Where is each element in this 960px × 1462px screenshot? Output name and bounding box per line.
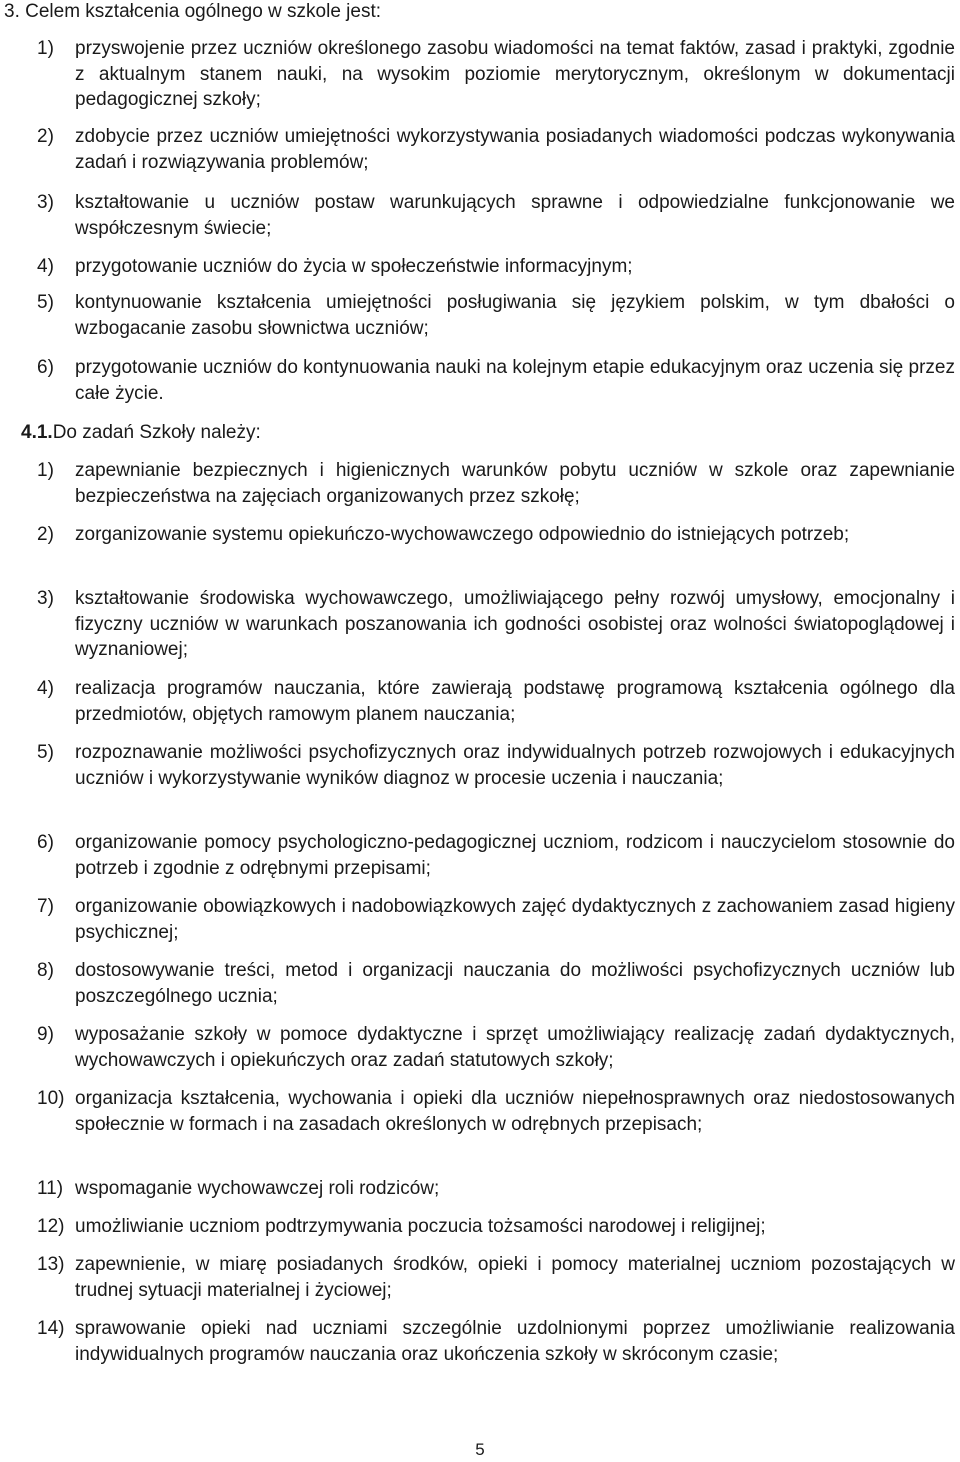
task-item-6	[37, 830, 955, 881]
task-item-8	[37, 958, 955, 1009]
task-text: umożliwianie uczniom podtrzymywania poczucia tożsamości narodowej i religijnej;	[75, 1216, 766, 1237]
goal-text: przyswojenie przez uczniów określonego zasobu wiadomości na temat faktów, zasad i praktyki, zgodnie z aktualnym stanem nauki, na wysokim poziomie merytorycznym, określonym w dokumentacji pedagogicznej szkoły;	[75, 38, 955, 110]
task-number: 8)	[37, 960, 54, 981]
task-text: zapewnienie, w miarę posiadanych środków, opieki i pomocy materialnej uczniom pozostających w trudnej sytuacji materialnej i życiowej;	[75, 1254, 955, 1301]
task-text: rozpoznawanie możliwości psychofizycznych oraz indywidualnych potrzeb rozwojowych i edukacyjnych uczniów i wykorzystywanie wyników diagnoz w procesie uczenia i nauczania;	[75, 742, 955, 789]
goal-number: 3)	[37, 192, 54, 213]
task-text: sprawowanie opieki nad uczniami szczególnie uzdolnionymi poprzez umożliwianie realizowania indywidualnych programów nauczania oraz ukończenia szkoły w skróconym czasie;	[75, 1318, 955, 1365]
task-item-7	[37, 894, 955, 945]
goal-text: przygotowanie uczniów do życia w społeczeństwie informacyjnym;	[75, 256, 633, 277]
task-number: 13)	[37, 1254, 65, 1275]
task-text: kształtowanie środowiska wychowawczego, umożliwiającego pełny rozwój umysłowy, emocjonalny i fizyczny uczniów w warunkach poszanowania ich godności osobistej oraz wolności światopoglądowej i wyznaniowej;	[75, 588, 955, 660]
task-number: 14)	[37, 1318, 65, 1339]
page-number: 5	[475, 1440, 485, 1459]
task-number: 4)	[37, 678, 54, 699]
task-item-1	[37, 458, 955, 509]
task-number: 9)	[37, 1024, 54, 1045]
task-item-9	[37, 1022, 955, 1073]
task-text: zorganizowanie systemu opiekuńczo-wychowawczego odpowiednio do istniejących potrzeb;	[75, 524, 850, 545]
task-number: 7)	[37, 896, 54, 917]
goal-text: przygotowanie uczniów do kontynuowania nauki na kolejnym etapie edukacyjnym oraz uczenia się przez całe życie.	[75, 357, 955, 404]
task-number: 12)	[37, 1216, 65, 1237]
task-text: organizowanie pomocy psychologiczno-pedagogicznej uczniom, rodzicom i nauczycielom stosownie do potrzeb i zgodnie z odrębnymi przepisami;	[75, 832, 955, 879]
task-text: wyposażanie szkoły w pomoce dydaktyczne i sprzęt umożliwiający realizację zadań dydaktycznych, wychowawczych i opiekuńczych oraz zadań statutowych szkoły;	[75, 1024, 955, 1071]
goal-number: 4)	[37, 256, 54, 277]
goal-number: 5)	[37, 292, 54, 313]
task-text: wspomaganie wychowawczej roli rodziców;	[75, 1178, 440, 1199]
task-item-3	[37, 586, 955, 663]
section-4-1-heading	[21, 421, 261, 445]
goal-text: zdobycie przez uczniów umiejętności wykorzystywania posiadanych wiadomości podczas wykonywania zadań i rozwiązywania problemów;	[75, 126, 955, 173]
task-item-5	[37, 740, 955, 791]
section-number: 4.1.	[21, 422, 53, 443]
goal-item-1	[37, 36, 955, 113]
task-item-14	[37, 1316, 955, 1367]
task-text: organizowanie obowiązkowych i nadobowiązkowych zajęć dydaktycznych z zachowaniem zasad higieny psychicznej;	[75, 896, 955, 943]
task-number: 1)	[37, 460, 54, 481]
task-item-13	[37, 1252, 955, 1303]
task-number: 6)	[37, 832, 54, 853]
task-text: dostosowywanie treści, metod i organizacji nauczania do możliwości psychofizycznych uczniów lub poszczególnego ucznia;	[75, 960, 955, 1007]
goal-item-3	[37, 190, 955, 241]
task-text: realizacja programów nauczania, które zawierają podstawę programową kształcenia ogólnego dla przedmiotów, objętych ramowym planem nauczania;	[75, 678, 955, 725]
task-item-12	[37, 1214, 955, 1240]
task-item-10	[37, 1086, 955, 1137]
task-number: 11)	[37, 1178, 64, 1199]
goal-item-6	[37, 355, 955, 406]
goal-item-2	[37, 124, 955, 175]
section-3-heading: 3. Celem kształcenia ogólnego w szkole jest:	[4, 1, 382, 22]
goal-number: 6)	[37, 357, 54, 378]
task-item-4	[37, 676, 955, 727]
task-item-11	[37, 1176, 955, 1202]
task-number: 5)	[37, 742, 54, 763]
task-text: organizacja kształcenia, wychowania i opieki dla uczniów niepełnosprawnych oraz niedostosowanych społecznie w formach i na zasadach określonych w odrębnych przepisach;	[75, 1088, 955, 1135]
task-number: 10)	[37, 1088, 65, 1109]
goal-text: kształtowanie u uczniów postaw warunkujących sprawne i odpowiedzialne funkcjonowanie we współczesnym świecie;	[75, 192, 955, 239]
goal-item-5	[37, 290, 955, 341]
goal-number: 1)	[37, 38, 54, 59]
goal-text: kontynuowanie kształcenia umiejętności posługiwania się językiem polskim, w tym dbałości o wzbogacanie zasobu słownictwa uczniów;	[75, 292, 955, 339]
task-item-2	[37, 522, 955, 548]
task-number: 3)	[37, 588, 54, 609]
goal-item-4	[37, 254, 955, 280]
task-number: 2)	[37, 524, 54, 545]
task-text: zapewnianie bezpiecznych i higienicznych warunków pobytu uczniów w szkole oraz zapewnianie bezpieczeństwa na zajęciach organizowanych przez szkołę;	[75, 460, 955, 507]
section-title: Do zadań Szkoły należy:	[52, 422, 261, 443]
goal-number: 2)	[37, 126, 54, 147]
